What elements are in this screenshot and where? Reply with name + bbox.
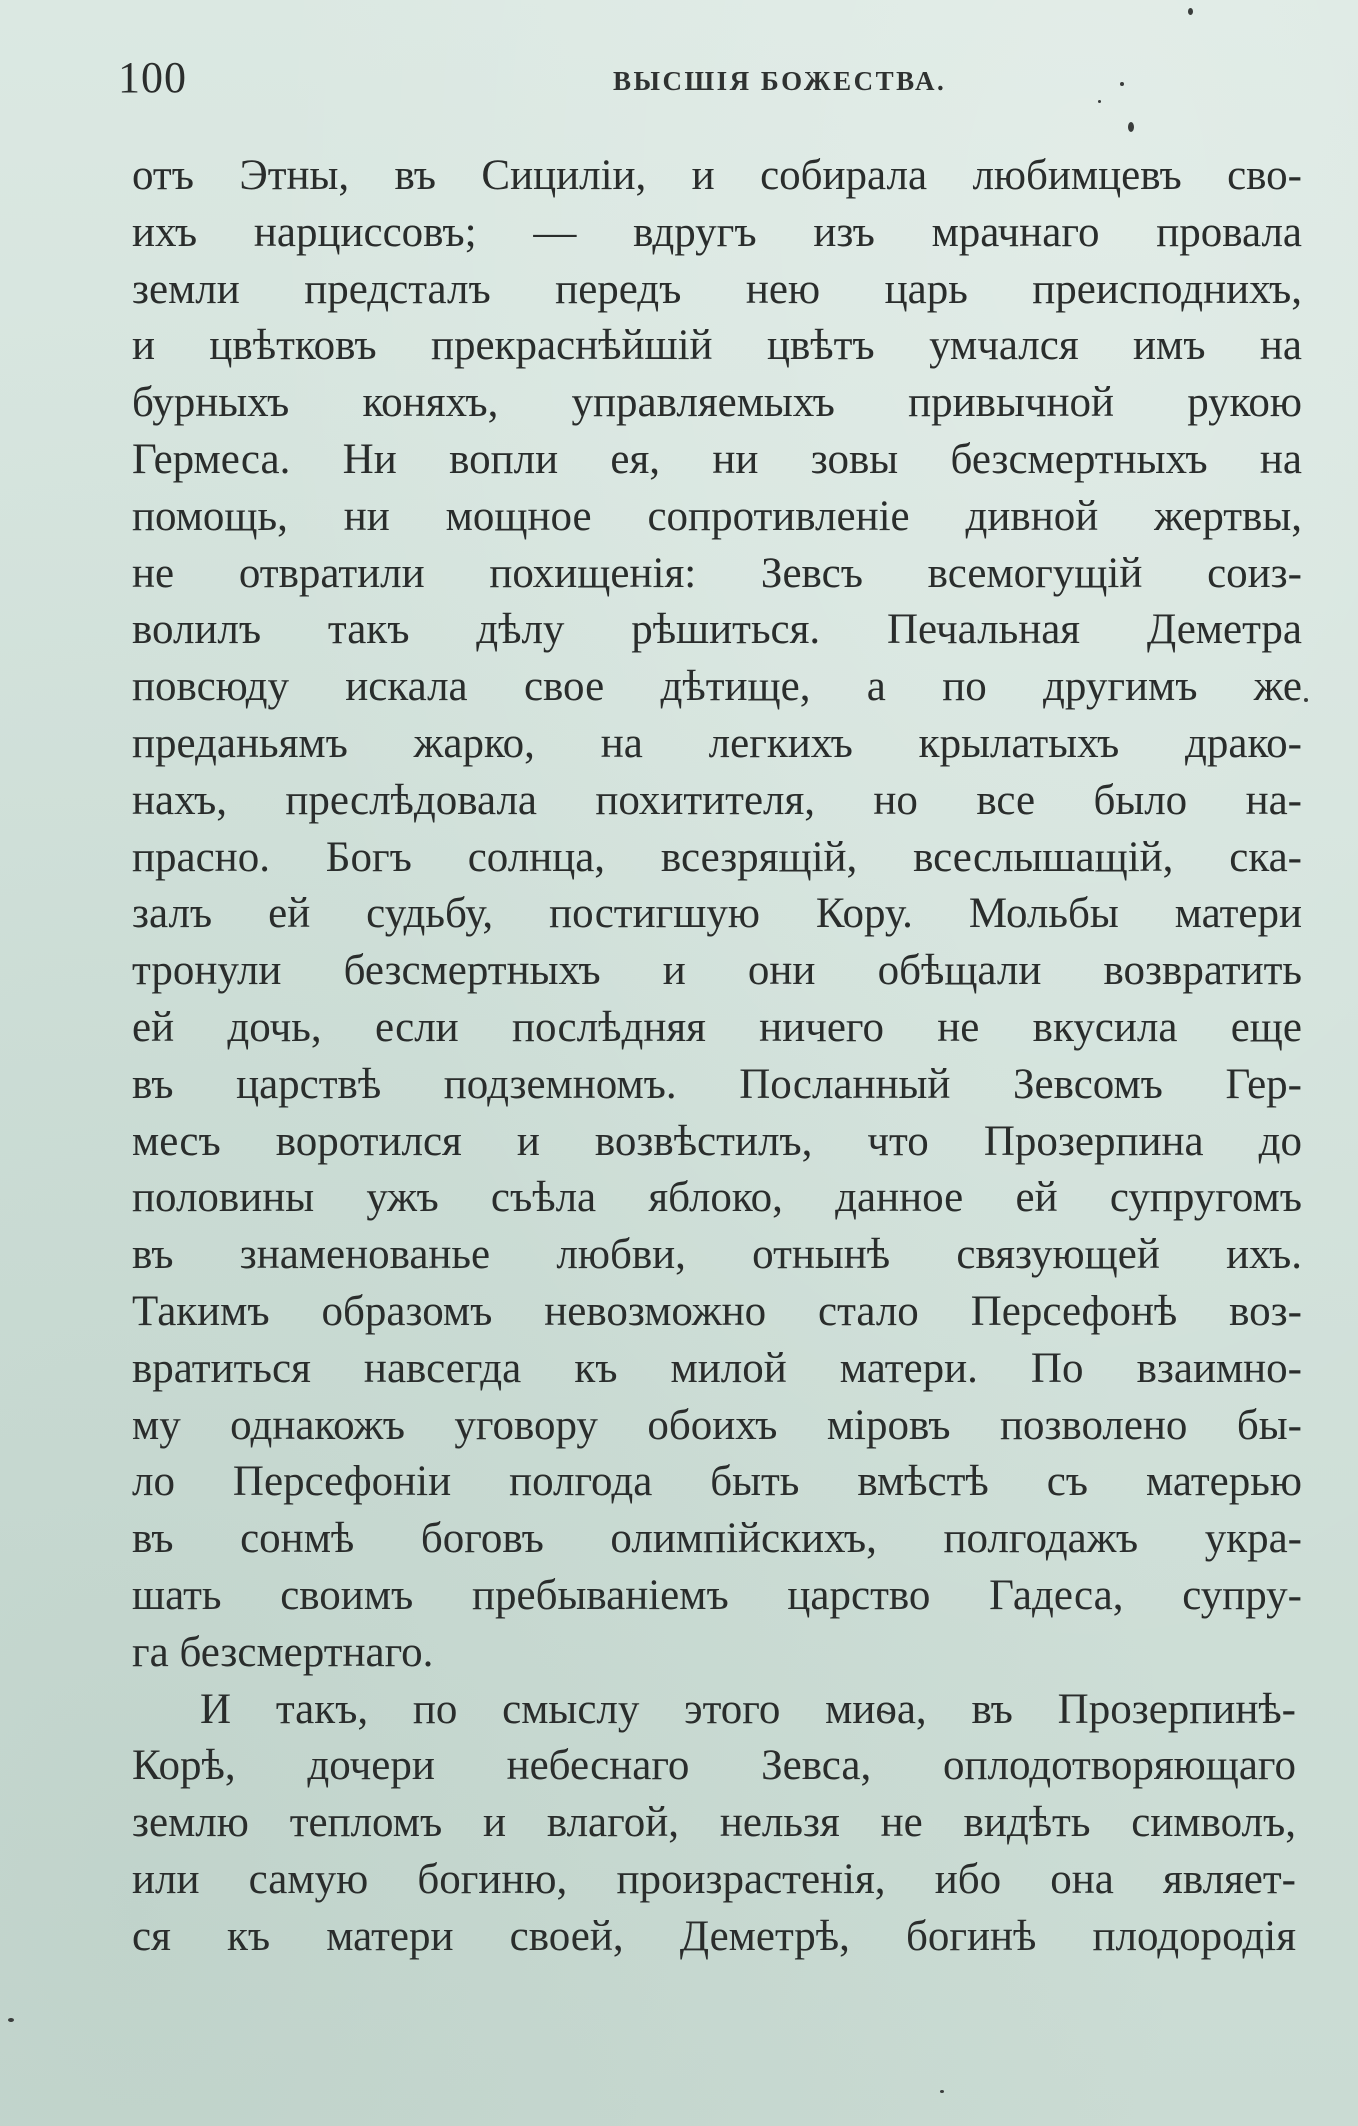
page-number: 100 bbox=[118, 53, 187, 102]
paragraph-1 bbox=[132, 148, 1302, 1682]
text-line: отъ Этны, въ Сициліи, и собирала любимцевъ сво- bbox=[132, 152, 1302, 199]
text-line: ло Персефоніи полгода быть вмѣстѣ съ матерью bbox=[132, 1458, 1302, 1506]
running-title: ВЫСШІЯ БОЖЕСТВА. bbox=[613, 66, 947, 96]
text-line: въ знаменованье любви, отнынѣ связующей ихъ. bbox=[132, 1231, 1302, 1279]
text-line: тронули безсмертныхъ и они обѣщали возвратить bbox=[132, 947, 1302, 995]
text-line: волилъ такъ дѣлу рѣшиться. Печальная Деметра bbox=[132, 606, 1302, 654]
ink-speck bbox=[940, 2090, 944, 2093]
text-line: землю тепломъ и влагой, нельзя не видѣть символъ, bbox=[132, 1799, 1296, 1847]
text-line: преданьямъ жарко, на легкихъ крылатыхъ драко- bbox=[132, 719, 1302, 767]
text-line: И такъ, по смыслу этого миѳа, въ Прозерпинѣ- bbox=[200, 1685, 1296, 1733]
text-line: месъ воротился и возвѣстилъ, что Прозерпина до bbox=[132, 1117, 1302, 1165]
text-line: ей дочь, если послѣдняя ничего не вкусила еще bbox=[132, 1003, 1302, 1051]
ink-speck bbox=[1128, 122, 1134, 132]
text-line: шать своимъ пребываніемъ царство Гадеса, супру- bbox=[132, 1571, 1302, 1619]
paragraph-2 bbox=[132, 1682, 1302, 1966]
text-line: Корѣ, дочери небеснаго Зевса, оплодотворяющаго bbox=[132, 1742, 1296, 1790]
text-line: вратиться навсегда къ милой матери. По взаимно- bbox=[132, 1344, 1302, 1392]
body-text bbox=[132, 148, 1302, 1966]
text-line: му однакожъ уговору обоихъ міровъ позволено бы- bbox=[132, 1401, 1302, 1449]
ink-speck bbox=[1188, 8, 1193, 15]
text-line: Такимъ образомъ невозможно стало Персефонѣ воз- bbox=[132, 1287, 1302, 1335]
text-line: не отвратили похищенія: Зевсъ всемогущій соиз- bbox=[132, 549, 1302, 597]
ink-speck bbox=[8, 2018, 14, 2022]
text-line: въ царствѣ подземномъ. Посланный Зевсомъ Гер- bbox=[132, 1060, 1302, 1108]
text-line: земли предсталъ передъ нею царь преисподнихъ, bbox=[132, 265, 1302, 313]
text-line: га безсмертнаго. bbox=[132, 1628, 434, 1676]
text-line: прасно. Богъ солнца, всезрящій, всеслышащій, ска- bbox=[132, 833, 1302, 881]
text-line: Гермеса. Ни вопли ея, ни зовы безсмертныхъ на bbox=[132, 435, 1302, 483]
text-line: въ сонмѣ боговъ олимпійскихъ, полгодажъ укра- bbox=[132, 1515, 1302, 1563]
text-line: повсюду искала свое дѣтище, а по другимъ же bbox=[132, 663, 1302, 711]
text-line: ся къ матери своей, Деметрѣ, богинѣ плодородія bbox=[132, 1912, 1296, 1960]
text-line: или самую богиню, произрастенія, ибо она являет- bbox=[132, 1855, 1296, 1903]
text-line: бурныхъ коняхъ, управляемыхъ привычной рукою bbox=[132, 379, 1302, 427]
ink-speck bbox=[1098, 100, 1101, 103]
text-line: помощь, ни мощное сопротивленіе дивной жертвы, bbox=[132, 492, 1302, 540]
text-line: половины ужъ съѣла яблоко, данное ей супругомъ bbox=[132, 1174, 1302, 1222]
ink-speck bbox=[1304, 698, 1308, 702]
text-line: залъ ей судьбу, постигшую Кору. Мольбы матери bbox=[132, 890, 1302, 938]
ink-speck bbox=[1120, 82, 1124, 86]
text-line: ихъ нарциссовъ; — вдругъ изъ мрачнаго провала bbox=[132, 208, 1302, 256]
text-line: и цвѣтковъ прекраснѣйшій цвѣтъ умчался имъ на bbox=[132, 322, 1302, 370]
page-header bbox=[118, 48, 1298, 108]
text-line: нахъ, преслѣдовала похитителя, но все было на- bbox=[132, 776, 1302, 824]
